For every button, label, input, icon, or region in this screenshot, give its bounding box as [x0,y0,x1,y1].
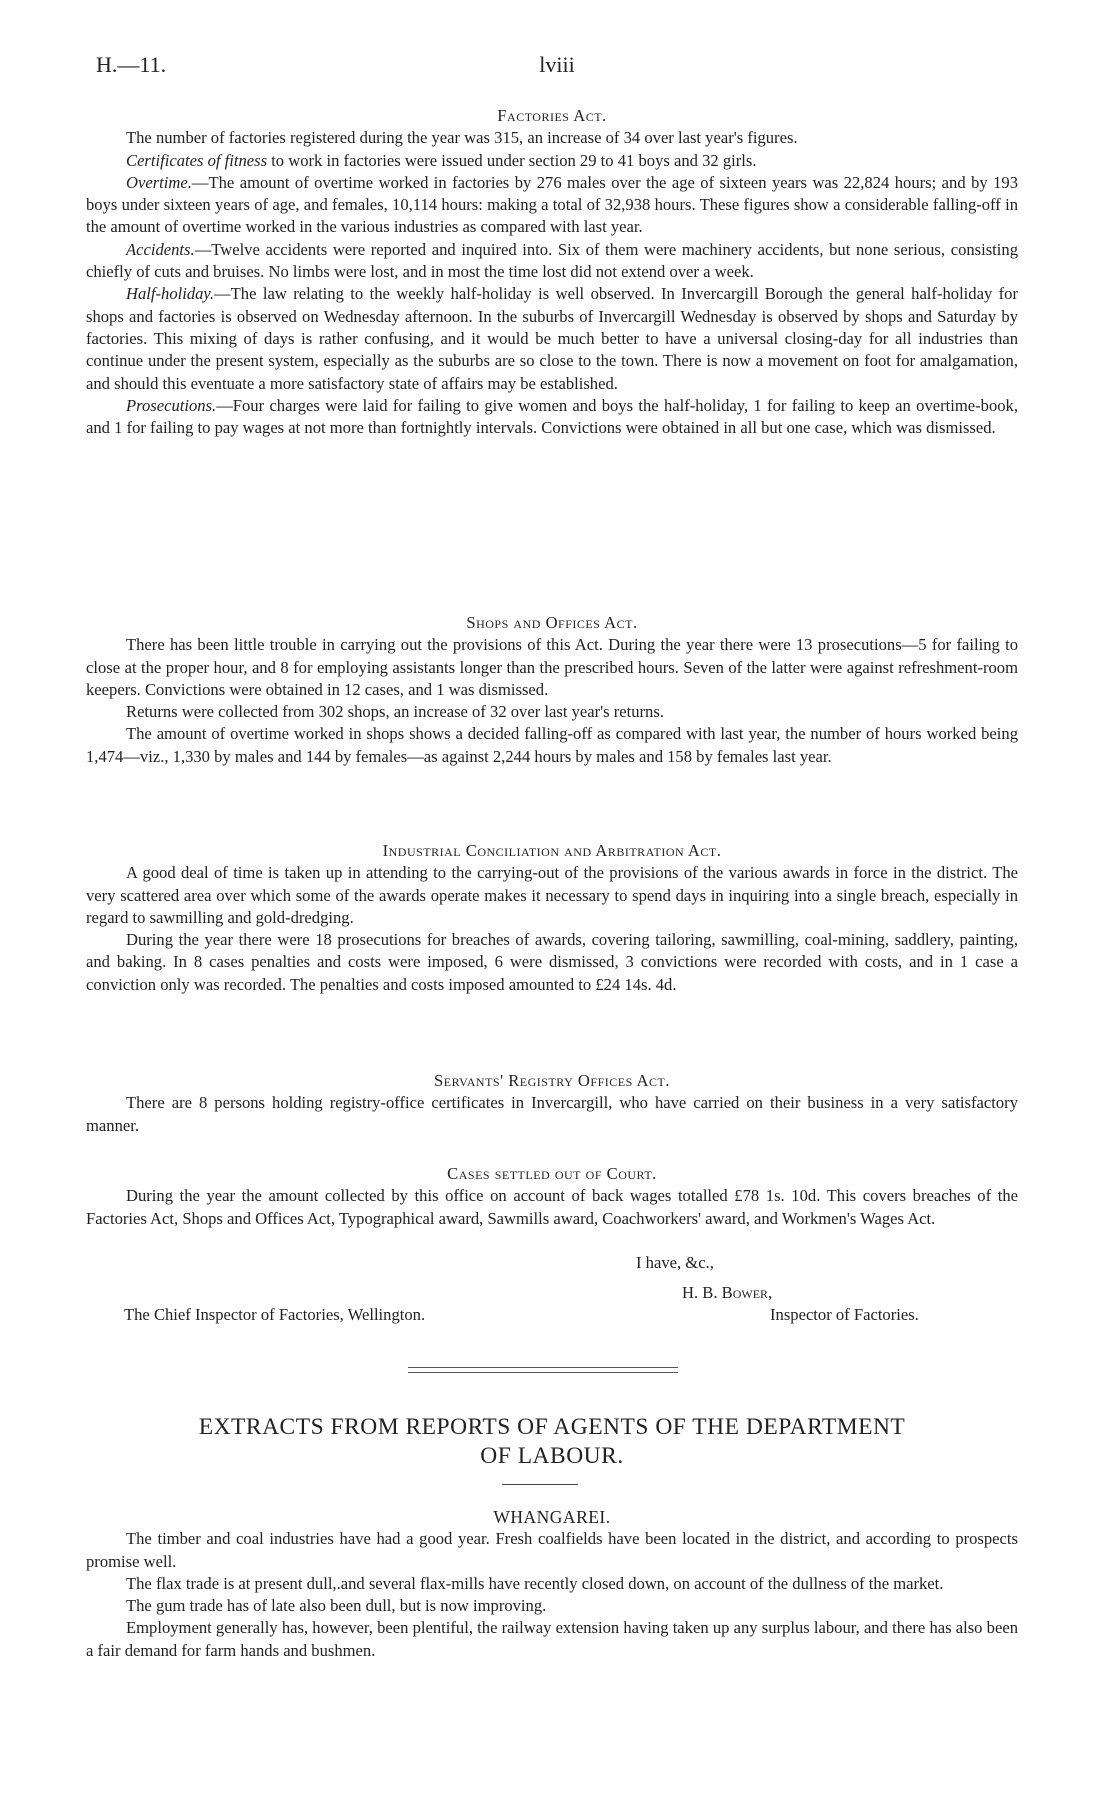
cases-section [86,1163,1018,1230]
servants-heading: Servants' Registry Offices Act. [434,1071,670,1090]
signatory-title: Inspector of Factories. [770,1305,919,1324]
shops-paragraph-2: Returns were collected from 302 shops, an increase of 32 over last year's returns. [126,702,664,722]
industrial-heading: Industrial Conciliation and Arbitration Act. [382,841,722,860]
half-holiday-text: —The law relating to the weekly half-holiday is well observed. In Invercargill Borough the general half-holiday for shops and factories is observed on Wednesday afternoon. In the suburbs of Invercargill Wednesday is observed by shops and Saturday by factories. This mixing of days is rather confusing, and it would be much better to have a universal closing-day for all industries than continue under the present system, especially as the suburbs are so close to the town. There is now a movement on foot for amalgamation, and should this eventuate a more satisfactory state of affairs may be established. [86,284,1018,393]
factories-paragraph: The number of factories registered during the year was 315, an increase of 34 over last year's figures. [126,128,798,148]
prosecutions-paragraph [86,395,1018,440]
extracts-title [86,1413,1018,1471]
whangarei-section [86,1506,1018,1662]
addressee: The Chief Inspector of Factories, Wellington. [124,1305,426,1324]
accidents-paragraph [86,239,1018,284]
whangarei-heading: WHANGAREI. [493,1507,611,1527]
industrial-paragraph-2: During the year there were 18 prosecutions for breaches of awards, covering tailoring, sawmilling, coal-mining, saddlery, painting, and baking. In 8 cases penalties and costs were imposed, 6 were dismissed, 3 convictions were recorded with costs, and in 1 case a conviction only was recorded. The penalties and costs imposed amounted to £24 14s. 4d. [86,930,1018,994]
overtime-lead: Overtime. [126,172,192,192]
prosecutions-text: —Four charges were laid for failing to give women and boys the half-holiday, 1 for failing to keep an overtime-book, and 1 for failing to pay wages at not more than fortnightly intervals. Convictions were obtained in all but one case, which was dismissed. [86,395,1018,438]
whangarei-paragraph-4: Employment generally has, however, been plentiful, the railway extension having taken up any surplus labour, and there has also been a fair demand for farm hands and bushmen. [86,1618,1018,1660]
shops-heading: Shops and Offices Act. [466,613,638,632]
shops-paragraph-1: There has been little trouble in carrying out the provisions of this Act. During the year there were 13 prosecutions—5 for failing to close at the proper hour, and 8 for employing assistants longer than the prescribed hours. Seven of the latter were against refreshment-room keepers. Convictions were obtained in 12 cases, and 1 was dismissed. [86,635,1018,699]
overtime-paragraph [86,172,1018,239]
accidents-lead: Accidents. [126,239,195,259]
extracts-title-line-2: OF LABOUR. [480,1443,624,1469]
factories-heading: Factories Act. [497,106,607,125]
industrial-section [86,840,1018,996]
half-holiday-paragraph [86,283,1018,394]
cases-paragraph: During the year the amount collected by this office on account of back wages totalled £78 1s. 10d. This covers breaches of the Factories Act, Shops and Offices Act, Typographical award, Sawmills award, Coachworkers' award, and Workmen's Wages Act. [86,1186,1018,1228]
fitness-paragraph [86,150,1018,172]
cases-heading: Cases settled out of Court. [447,1164,657,1183]
whangarei-paragraph-3: The gum trade has of late also been dull, but is now improving. [126,1596,547,1616]
divider-rule-bottom [408,1372,678,1373]
signatory-name: H. B. Bower, [682,1283,773,1302]
overtime-text: —The amount of overtime worked in factories by 276 males over the age of sixteen years was 22,824 hours; and by 193 boys under sixteen years of age, and females, 10,114 hours: making a total of 32,938 hours. These figures show a considerable falling-off in the amount of overtime worked in the various industries as compared with last year. [86,172,1018,237]
prosecutions-lead: Prosecutions. [126,395,217,415]
shops-section [86,612,1018,768]
divider-rule-top [408,1367,678,1368]
whangarei-paragraph-2: The flax trade is at present dull,.and several flax-mills have recently closed down, on account of the dullness of the market. [126,1573,944,1593]
report-code: H.—11. [96,52,167,77]
fitness-text: to work in factories were issued under section 29 to 41 boys and 32 girls. [267,150,757,170]
servants-section [86,1070,1018,1137]
extracts-title-line-1: EXTRACTS FROM REPORTS OF AGENTS OF THE DEPARTMENT [198,1414,906,1440]
whangarei-paragraph-1: The timber and coal industries have had a good year. Fresh coalfields have been located in the district, and according to prospects promise well. [86,1529,1018,1571]
factories-section [86,105,1018,439]
page-header [96,52,1018,82]
page-number: lviii [539,52,575,77]
closing-line: I have, &c., [636,1253,714,1272]
shops-paragraph-3: The amount of overtime worked in shops shows a decided falling-off as compared with last year, the number of hours worked being 1,474—viz., 1,330 by males and 144 by females—as against 2,244 hours by males and 158 by females last year. [86,724,1018,766]
fitness-lead: Certificates of fitness [126,150,268,170]
accidents-text: —Twelve accidents were reported and inquired into. Six of them were machinery accidents, but none serious, consisting chiefly of cuts and bruises. No limbs were lost, and in most the time lost did not extend over a week. [86,239,1018,282]
half-holiday-lead: Half-holiday. [126,284,215,304]
industrial-paragraph-1: A good deal of time is taken up in attending to the carrying-out of the provisions of the various awards in force in the district. The very scattered area over which some of the awards operate makes it necessary to spend days in inquiring into a single breach, especially in regard to sawmilling and gold-dredging. [86,863,1018,927]
short-divider [502,1484,578,1485]
servants-paragraph: There are 8 persons holding registry-office certificates in Invercargill, who have carried on their business in a very satisfactory manner. [86,1093,1018,1135]
